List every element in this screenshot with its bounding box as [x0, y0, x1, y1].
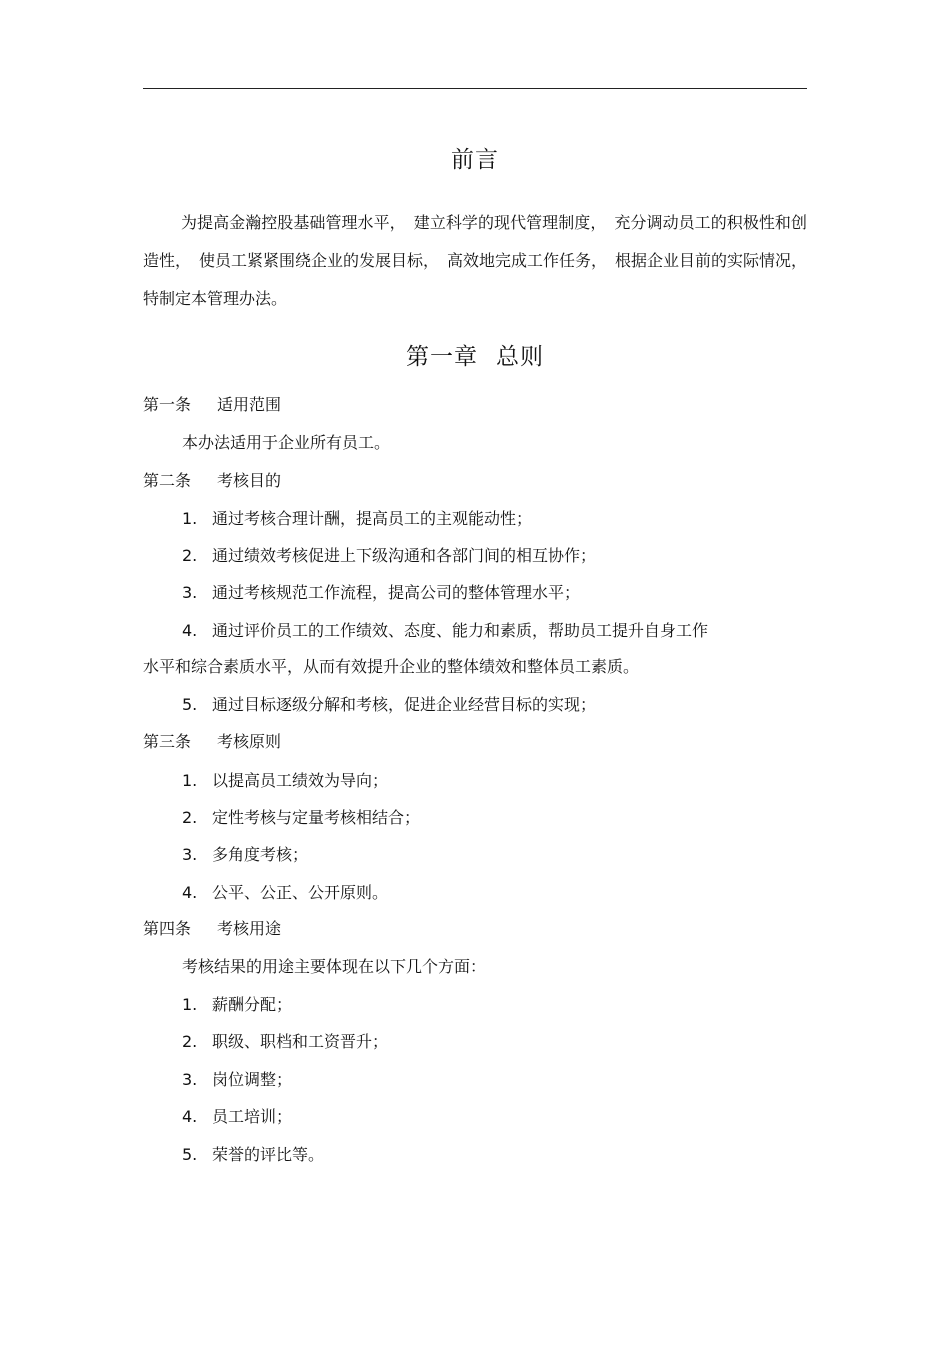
article-number: 第二条	[143, 471, 192, 490]
chapter-name: 总则	[496, 344, 544, 370]
list-item: 2. 职级、职档和工资晋升；	[182, 1032, 389, 1051]
article-name: 考核用途	[217, 919, 282, 938]
list-item: 3. 岗位调整；	[182, 1070, 293, 1089]
list-item: 1. 以提高员工绩效为导向；	[182, 771, 389, 790]
list-item: 1. 薪酬分配；	[182, 995, 293, 1014]
article-4-heading	[143, 918, 281, 940]
list-item: 2. 定性考核与定量考核相结合；	[182, 808, 421, 827]
list-item: 4. 通过评价员工的工作绩效、态度、能力和素质，帮助员工提升自身工作	[182, 621, 709, 640]
list-item: 3. 通过考核规范工作流程，提高公司的整体管理水平；	[182, 583, 581, 602]
article-number: 第四条	[143, 919, 192, 938]
article-number: 第三条	[143, 732, 192, 751]
article-name: 考核原则	[217, 732, 282, 751]
article-number: 第一条	[143, 395, 192, 414]
article-1-heading	[143, 394, 281, 416]
article-3-heading	[143, 731, 281, 753]
chapter-number: 第一章	[406, 344, 478, 370]
list-item: 3. 多角度考核；	[182, 845, 309, 864]
chapter-title	[0, 338, 950, 371]
list-item: 5. 荣誉的评比等。	[182, 1145, 325, 1164]
article-1-intro: 本办法适用于企业所有员工。	[182, 433, 391, 452]
list-item: 1. 通过考核合理计酬，提高员工的主观能动性；	[182, 509, 533, 528]
list-item: 2. 通过绩效考核促进上下级沟通和各部门间的相互协作；	[182, 546, 597, 565]
list-item-continuation: 水平和综合素质水平，从而有效提升企业的整体绩效和整体员工素质。	[143, 657, 640, 676]
article-2-heading	[143, 470, 281, 492]
list-item: 4. 公平、公正、公开原则。	[182, 883, 389, 902]
preface-title: 前言	[451, 147, 499, 173]
article-4-intro: 考核结果的用途主要体现在以下几个方面：	[182, 957, 487, 976]
article-name: 适用范围	[217, 395, 282, 414]
article-name: 考核目的	[217, 471, 282, 490]
preface-paragraph: 为提高金瀚控股基础管理水平， 建立科学的现代管理制度， 充分调动员工的积极性和创造性， 使员工紧紧围绕企业的发展目标， 高效地完成工作任务， 根据企业目前的实际情况，特制定本管理办法。	[143, 213, 808, 308]
list-item: 4. 员工培训；	[182, 1107, 293, 1126]
list-item: 5. 通过目标逐级分解和考核，促进企业经营目标的实现；	[182, 695, 597, 714]
header-rule	[143, 88, 807, 89]
